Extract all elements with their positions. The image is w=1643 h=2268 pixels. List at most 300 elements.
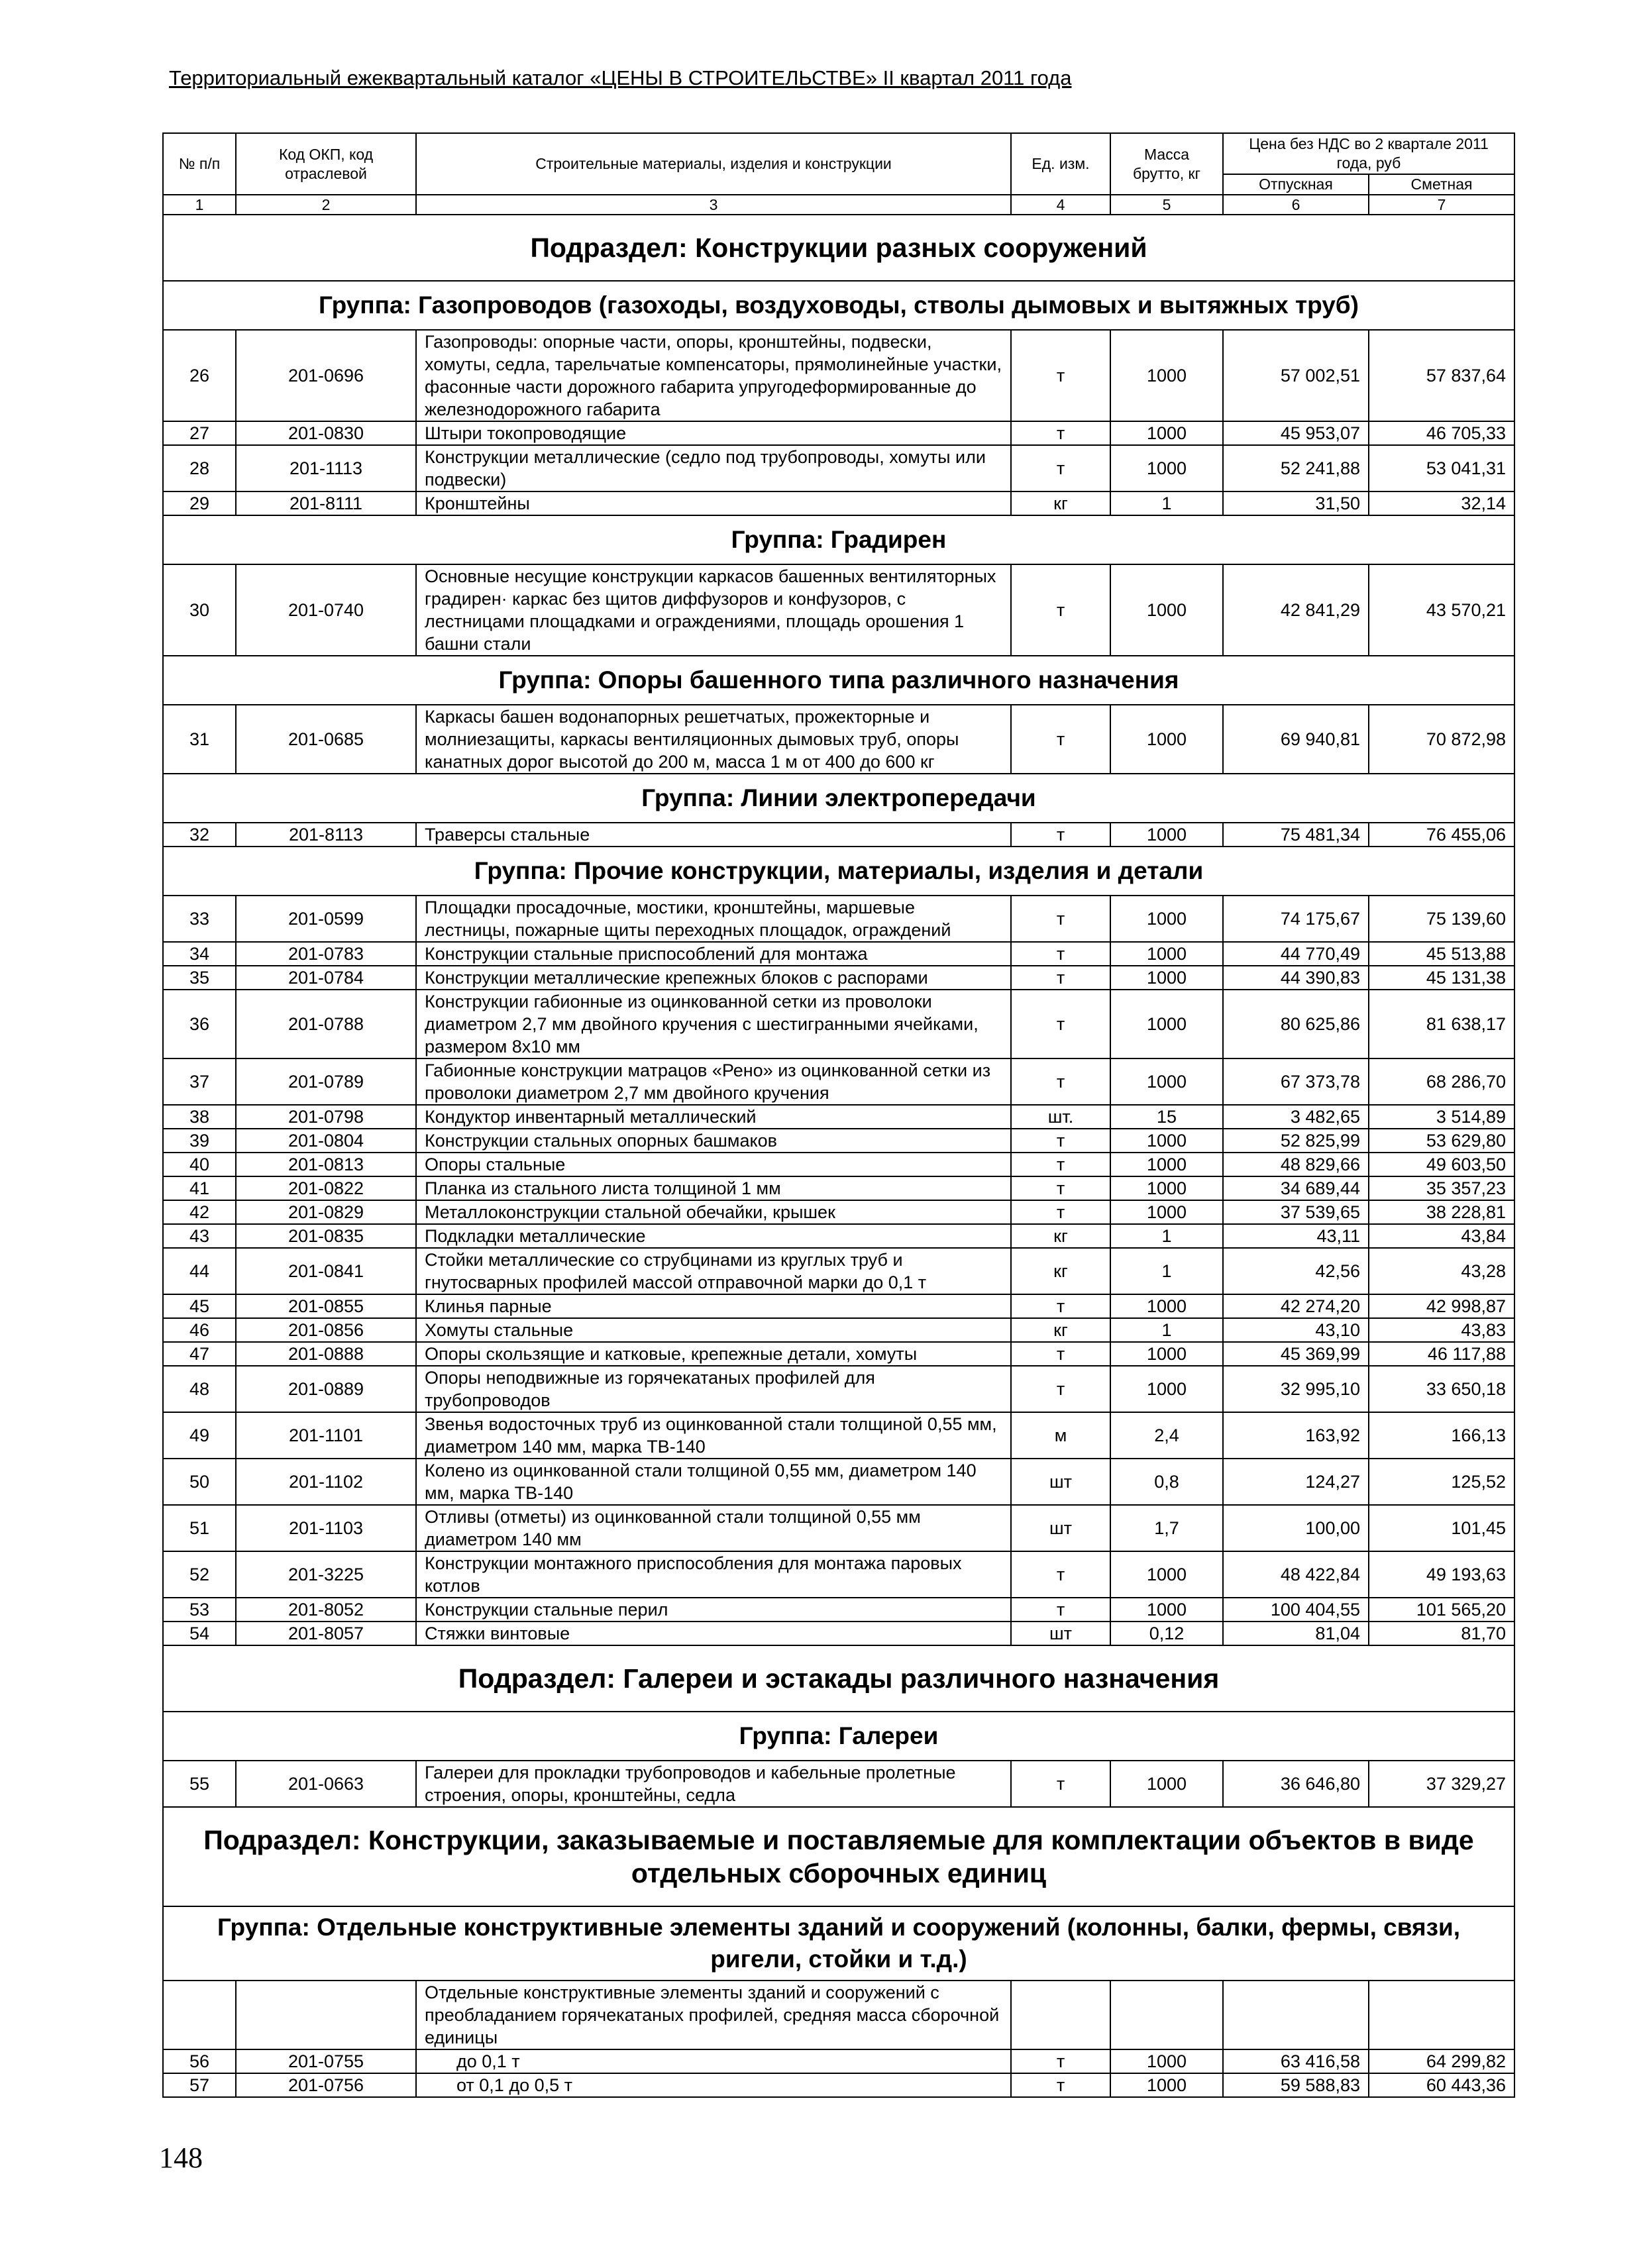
- row-release-price: 44 770,49: [1223, 942, 1369, 966]
- row-estimate-price: 3 514,89: [1369, 1105, 1514, 1129]
- row-number: 44: [163, 1248, 236, 1294]
- row-mass: 1: [1110, 1224, 1223, 1248]
- row-number: 46: [163, 1318, 236, 1342]
- subsection-title: Подраздел: Конструкции, заказываемые и поставляемые для комплектации объектов в виде отдельных сборочных единиц: [163, 1807, 1514, 1906]
- column-number: 2: [236, 195, 416, 215]
- row-unit: т: [1011, 2073, 1110, 2097]
- row-name: Габионные конструкции матрацов «Рено» из оцинкованной сетки из проволоки диаметром 2,7 мм двойного кручения: [416, 1058, 1011, 1105]
- table-body: [163, 215, 1514, 2097]
- row-number: 27: [163, 421, 236, 445]
- row-mass: 1000: [1110, 966, 1223, 990]
- row-mass: 1: [1110, 1318, 1223, 1342]
- col-price-header: Цена без НДС во 2 квартале 2011 года, руб: [1223, 133, 1514, 174]
- row-number: 33: [163, 896, 236, 942]
- row-release-price: 34 689,44: [1223, 1176, 1369, 1200]
- table-row: [163, 445, 1514, 491]
- row-code: 201-0784: [236, 966, 416, 990]
- row-code: 201-0783: [236, 942, 416, 966]
- row-release-price: 59 588,83: [1223, 2073, 1369, 2097]
- row-mass: 1000: [1110, 564, 1223, 656]
- page-header: Территориальный ежеквартальный каталог «ЦЕНЫ В СТРОИТЕЛЬСТВЕ» II квартал 2011 года: [169, 66, 1072, 89]
- row-estimate-price: 38 228,81: [1369, 1200, 1514, 1224]
- row-mass: 1000: [1110, 330, 1223, 421]
- table-row: [163, 1551, 1514, 1598]
- group-row: [163, 515, 1514, 564]
- column-number: 6: [1223, 195, 1369, 215]
- row-code: 201-0856: [236, 1318, 416, 1342]
- row-estimate-price: 32,14: [1369, 491, 1514, 515]
- row-estimate-price: 76 455,06: [1369, 823, 1514, 847]
- row-number: 43: [163, 1224, 236, 1248]
- row-number: 31: [163, 705, 236, 774]
- row-release-price: 74 175,67: [1223, 896, 1369, 942]
- row-unit: кг: [1011, 1318, 1110, 1342]
- col-name-header: Строительные материалы, изделия и конструкции: [416, 133, 1011, 195]
- row-unit: м: [1011, 1412, 1110, 1459]
- table-row: [163, 966, 1514, 990]
- row-code: 201-0835: [236, 1224, 416, 1248]
- row-estimate-price: 45 131,38: [1369, 966, 1514, 990]
- row-unit: т: [1011, 1598, 1110, 1622]
- row-unit: [1011, 1981, 1110, 2049]
- row-release-price: 43,10: [1223, 1318, 1369, 1342]
- table-row: [163, 896, 1514, 942]
- row-number: 51: [163, 1505, 236, 1551]
- row-code: 201-0740: [236, 564, 416, 656]
- row-release-price: 63 416,58: [1223, 2049, 1369, 2073]
- row-code: 201-0888: [236, 1342, 416, 1366]
- row-estimate-price: 166,13: [1369, 1412, 1514, 1459]
- row-estimate-price: 49 603,50: [1369, 1153, 1514, 1176]
- table-row: [163, 330, 1514, 421]
- row-name: Конструкции металлические крепежных блоков с распорами: [416, 966, 1011, 990]
- row-unit: т: [1011, 1761, 1110, 1807]
- table-row: [163, 1248, 1514, 1294]
- row-mass: 0,8: [1110, 1459, 1223, 1505]
- row-unit: шт: [1011, 1505, 1110, 1551]
- row-release-price: 48 829,66: [1223, 1153, 1369, 1176]
- row-name: Газопроводы: опорные части, опоры, кронштейны, подвески, хомуты, седла, тарельчатые компенсаторы, прямолинейные участки, фасонные части дорожного габарита упругодеформированные до железнодорожного габарита: [416, 330, 1011, 421]
- group-title: Группа: Градирен: [163, 515, 1514, 564]
- row-estimate-price: 42 998,87: [1369, 1294, 1514, 1318]
- row-code: 201-1103: [236, 1505, 416, 1551]
- row-estimate-price: 46 705,33: [1369, 421, 1514, 445]
- row-estimate-price: 45 513,88: [1369, 942, 1514, 966]
- row-release-price: 75 481,34: [1223, 823, 1369, 847]
- table-row: [163, 1366, 1514, 1412]
- table-row: [163, 1224, 1514, 1248]
- row-name: Звенья водосточных труб из оцинкованной стали толщиной 0,55 мм, диаметром 140 мм, марка ТВ-140: [416, 1412, 1011, 1459]
- row-name: Отливы (отметы) из оцинкованной стали толщиной 0,55 мм диаметром 140 мм: [416, 1505, 1011, 1551]
- row-mass: 1000: [1110, 823, 1223, 847]
- row-mass: 1000: [1110, 1598, 1223, 1622]
- row-release-price: 32 995,10: [1223, 1366, 1369, 1412]
- row-code: 201-0789: [236, 1058, 416, 1105]
- table-row: [163, 1505, 1514, 1551]
- row-release-price: 80 625,86: [1223, 990, 1369, 1058]
- table-row: [163, 1412, 1514, 1459]
- row-mass: 2,4: [1110, 1412, 1223, 1459]
- group-row: [163, 847, 1514, 896]
- row-code: 201-8111: [236, 491, 416, 515]
- row-name: Опоры стальные: [416, 1153, 1011, 1176]
- row-code: [236, 1981, 416, 2049]
- row-unit: т: [1011, 823, 1110, 847]
- table-row: [163, 823, 1514, 847]
- row-release-price: 36 646,80: [1223, 1761, 1369, 1807]
- row-estimate-price: 37 329,27: [1369, 1761, 1514, 1807]
- row-name: от 0,1 до 0,5 т: [416, 2073, 1011, 2097]
- subsection-row: [163, 1807, 1514, 1906]
- row-release-price: 67 373,78: [1223, 1058, 1369, 1105]
- row-name: до 0,1 т: [416, 2049, 1011, 2073]
- row-name: Конструкции металлические (седло под трубопроводы, хомуты или подвески): [416, 445, 1011, 491]
- group-row: [163, 281, 1514, 330]
- row-release-price: 52 241,88: [1223, 445, 1369, 491]
- row-name: Планка из стального листа толщиной 1 мм: [416, 1176, 1011, 1200]
- row-name: Траверсы стальные: [416, 823, 1011, 847]
- row-release-price: 163,92: [1223, 1412, 1369, 1459]
- col-unit-header: Ед. изм.: [1011, 133, 1110, 195]
- col-release-header: Отпускная: [1223, 174, 1369, 195]
- row-code: 201-0813: [236, 1153, 416, 1176]
- row-name: Каркасы башен водонапорных решетчатых, прожекторные и молниезащиты, каркасы вентиляционных дымовых труб, опоры канатных дорог высотой до 200 м, масса 1 м от 400 до 600 кг: [416, 705, 1011, 774]
- row-estimate-price: 60 443,36: [1369, 2073, 1514, 2097]
- row-mass: 1000: [1110, 942, 1223, 966]
- table-row: [163, 564, 1514, 656]
- row-unit: т: [1011, 564, 1110, 656]
- column-number: 1: [163, 195, 236, 215]
- row-name: Площадки просадочные, мостики, кронштейны, маршевые лестницы, пожарные щиты переходных площадок, ограждений: [416, 896, 1011, 942]
- row-estimate-price: 70 872,98: [1369, 705, 1514, 774]
- col-mass-header: Масса брутто, кг: [1110, 133, 1223, 195]
- row-code: 201-0804: [236, 1129, 416, 1153]
- row-name: Конструкции габионные из оцинкованной сетки из проволоки диаметром 2,7 мм двойного кручения с шестигранными ячейками, размером 8х10 мм: [416, 990, 1011, 1058]
- row-release-price: 42 841,29: [1223, 564, 1369, 656]
- row-release-price: 43,11: [1223, 1224, 1369, 1248]
- row-estimate-price: 53 041,31: [1369, 445, 1514, 491]
- row-number: 29: [163, 491, 236, 515]
- header-row: [163, 133, 1514, 174]
- row-code: 201-8113: [236, 823, 416, 847]
- row-code: 201-0829: [236, 1200, 416, 1224]
- row-number: 47: [163, 1342, 236, 1366]
- row-code: 201-0798: [236, 1105, 416, 1129]
- row-code: 201-0822: [236, 1176, 416, 1200]
- table-row: [163, 1058, 1514, 1105]
- row-code: 201-3225: [236, 1551, 416, 1598]
- row-mass: 1000: [1110, 990, 1223, 1058]
- row-number: 57: [163, 2073, 236, 2097]
- group-row: [163, 774, 1514, 823]
- row-release-price: 52 825,99: [1223, 1129, 1369, 1153]
- row-release-price: 69 940,81: [1223, 705, 1369, 774]
- row-estimate-price: 64 299,82: [1369, 2049, 1514, 2073]
- row-name: Стяжки винтовые: [416, 1622, 1011, 1645]
- row-number: 40: [163, 1153, 236, 1176]
- row-release-price: 37 539,65: [1223, 1200, 1369, 1224]
- row-mass: 1000: [1110, 445, 1223, 491]
- row-release-price: 100,00: [1223, 1505, 1369, 1551]
- row-release-price: 45 953,07: [1223, 421, 1369, 445]
- table-row: [163, 1129, 1514, 1153]
- row-mass: 1: [1110, 491, 1223, 515]
- row-name: Конструкции монтажного приспособления для монтажа паровых котлов: [416, 1551, 1011, 1598]
- row-name: Основные несущие конструкции каркасов башенных вентиляторных градирен· каркас без щитов диффузоров и конфузоров, с лестницами площадками и ограждениями, площадь орошения 1 башни стали: [416, 564, 1011, 656]
- row-mass: 1000: [1110, 1761, 1223, 1807]
- row-estimate-price: 75 139,60: [1369, 896, 1514, 942]
- table-row: [163, 1981, 1514, 2049]
- group-title: Группа: Отдельные конструктивные элементы зданий и сооружений (колонны, балки, фермы, связи, ригели, стойки и т.д.): [163, 1906, 1514, 1981]
- row-code: 201-1102: [236, 1459, 416, 1505]
- group-row: [163, 1712, 1514, 1761]
- row-number: 55: [163, 1761, 236, 1807]
- row-estimate-price: 35 357,23: [1369, 1176, 1514, 1200]
- row-mass: 1000: [1110, 1153, 1223, 1176]
- row-unit: т: [1011, 705, 1110, 774]
- table-row: [163, 1459, 1514, 1505]
- row-mass: 1000: [1110, 1129, 1223, 1153]
- row-estimate-price: 81,70: [1369, 1622, 1514, 1645]
- row-code: 201-0830: [236, 421, 416, 445]
- table-row: [163, 2073, 1514, 2097]
- row-number: 26: [163, 330, 236, 421]
- group-row: [163, 656, 1514, 705]
- row-mass: 1000: [1110, 2073, 1223, 2097]
- row-name: Стойки металлические со струбцинами из круглых труб и гнутосварных профилей массой отправочной марки до 0,1 т: [416, 1248, 1011, 1294]
- table-row: [163, 421, 1514, 445]
- row-estimate-price: 57 837,64: [1369, 330, 1514, 421]
- row-mass: 1000: [1110, 1551, 1223, 1598]
- row-code: 201-0663: [236, 1761, 416, 1807]
- row-number: 30: [163, 564, 236, 656]
- table-row: [163, 1761, 1514, 1807]
- row-unit: т: [1011, 421, 1110, 445]
- row-unit: т: [1011, 2049, 1110, 2073]
- table-row: [163, 1598, 1514, 1622]
- row-name: Конструкции стальных опорных башмаков: [416, 1129, 1011, 1153]
- row-mass: 1000: [1110, 2049, 1223, 2073]
- col-estimate-header: Сметная: [1369, 174, 1514, 195]
- row-number: 56: [163, 2049, 236, 2073]
- row-code: 201-0788: [236, 990, 416, 1058]
- row-number: 34: [163, 942, 236, 966]
- row-name: Конструкции стальные перил: [416, 1598, 1011, 1622]
- row-estimate-price: 53 629,80: [1369, 1129, 1514, 1153]
- row-unit: т: [1011, 1551, 1110, 1598]
- row-code: 201-1101: [236, 1412, 416, 1459]
- row-number: 50: [163, 1459, 236, 1505]
- row-mass: 1000: [1110, 1058, 1223, 1105]
- row-unit: кг: [1011, 1224, 1110, 1248]
- row-code: 201-0696: [236, 330, 416, 421]
- row-number: 45: [163, 1294, 236, 1318]
- row-mass: 1000: [1110, 896, 1223, 942]
- column-number: 3: [416, 195, 1011, 215]
- row-estimate-price: 81 638,17: [1369, 990, 1514, 1058]
- row-name: Опоры неподвижные из горячекатаных профилей для трубопроводов: [416, 1366, 1011, 1412]
- row-code: 201-0599: [236, 896, 416, 942]
- row-number: 36: [163, 990, 236, 1058]
- table-row: [163, 1153, 1514, 1176]
- row-release-price: [1223, 1981, 1369, 2049]
- row-mass: 1: [1110, 1248, 1223, 1294]
- row-unit: шт: [1011, 1459, 1110, 1505]
- row-mass: 1000: [1110, 421, 1223, 445]
- row-estimate-price: 49 193,63: [1369, 1551, 1514, 1598]
- table-row: [163, 491, 1514, 515]
- table-row: [163, 1622, 1514, 1645]
- page-number: 148: [159, 2141, 203, 2174]
- row-estimate-price: 43 570,21: [1369, 564, 1514, 656]
- row-unit: т: [1011, 445, 1110, 491]
- row-unit: кг: [1011, 1248, 1110, 1294]
- table-row: [163, 1105, 1514, 1129]
- row-release-price: 45 369,99: [1223, 1342, 1369, 1366]
- row-estimate-price: 125,52: [1369, 1459, 1514, 1505]
- row-unit: шт.: [1011, 1105, 1110, 1129]
- price-catalog-table: [162, 132, 1515, 2098]
- subsection-row: [163, 215, 1514, 281]
- row-number: 41: [163, 1176, 236, 1200]
- row-unit: т: [1011, 1342, 1110, 1366]
- row-code: 201-0889: [236, 1366, 416, 1412]
- subsection-title: Подраздел: Галереи и эстакады различного назначения: [163, 1645, 1514, 1712]
- row-estimate-price: [1369, 1981, 1514, 2049]
- row-name: Металлоконструкции стальной обечайки, крышек: [416, 1200, 1011, 1224]
- row-unit: т: [1011, 942, 1110, 966]
- row-name: Конструкции стальные приспособлений для монтажа: [416, 942, 1011, 966]
- row-number: 48: [163, 1366, 236, 1412]
- row-unit: т: [1011, 966, 1110, 990]
- table-row: [163, 1342, 1514, 1366]
- row-estimate-price: 68 286,70: [1369, 1058, 1514, 1105]
- group-row: [163, 1906, 1514, 1981]
- row-number: [163, 1981, 236, 2049]
- row-mass: 15: [1110, 1105, 1223, 1129]
- row-name: Клинья парные: [416, 1294, 1011, 1318]
- row-release-price: 100 404,55: [1223, 1598, 1369, 1622]
- table-row: [163, 1294, 1514, 1318]
- row-code: 201-0756: [236, 2073, 416, 2097]
- table-row: [163, 1318, 1514, 1342]
- col-code-header: Код ОКП, код отраслевой: [236, 133, 416, 195]
- row-release-price: 42,56: [1223, 1248, 1369, 1294]
- row-unit: шт: [1011, 1622, 1110, 1645]
- group-title: Группа: Линии электропередачи: [163, 774, 1514, 823]
- row-unit: т: [1011, 1366, 1110, 1412]
- row-name: Кронштейны: [416, 491, 1011, 515]
- row-release-price: 124,27: [1223, 1459, 1369, 1505]
- row-number: 32: [163, 823, 236, 847]
- row-unit: т: [1011, 1129, 1110, 1153]
- row-mass: 1000: [1110, 1294, 1223, 1318]
- row-name: Хомуты стальные: [416, 1318, 1011, 1342]
- row-code: 201-0855: [236, 1294, 416, 1318]
- row-number: 49: [163, 1412, 236, 1459]
- row-unit: т: [1011, 1200, 1110, 1224]
- row-release-price: 48 422,84: [1223, 1551, 1369, 1598]
- row-mass: 1000: [1110, 1366, 1223, 1412]
- row-unit: т: [1011, 896, 1110, 942]
- row-number: 38: [163, 1105, 236, 1129]
- row-number: 42: [163, 1200, 236, 1224]
- row-number: 52: [163, 1551, 236, 1598]
- row-release-price: 3 482,65: [1223, 1105, 1369, 1129]
- row-code: 201-1113: [236, 445, 416, 491]
- row-estimate-price: 43,83: [1369, 1318, 1514, 1342]
- row-estimate-price: 43,28: [1369, 1248, 1514, 1294]
- row-number: 35: [163, 966, 236, 990]
- row-unit: т: [1011, 330, 1110, 421]
- row-code: 201-8052: [236, 1598, 416, 1622]
- row-name: Колено из оцинкованной стали толщиной 0,55 мм, диаметром 140 мм, марка ТВ-140: [416, 1459, 1011, 1505]
- row-mass: 1,7: [1110, 1505, 1223, 1551]
- row-name: Галереи для прокладки трубопроводов и кабельные пролетные строения, опоры, кронштейны, седла: [416, 1761, 1011, 1807]
- row-release-price: 42 274,20: [1223, 1294, 1369, 1318]
- column-number: 7: [1369, 195, 1514, 215]
- table-row: [163, 2049, 1514, 2073]
- row-estimate-price: 33 650,18: [1369, 1366, 1514, 1412]
- row-unit: т: [1011, 1176, 1110, 1200]
- row-unit: т: [1011, 990, 1110, 1058]
- column-number-row: [163, 195, 1514, 215]
- group-title: Группа: Галереи: [163, 1712, 1514, 1761]
- row-release-price: 81,04: [1223, 1622, 1369, 1645]
- row-name: Подкладки металлические: [416, 1224, 1011, 1248]
- table-row: [163, 990, 1514, 1058]
- row-release-price: 57 002,51: [1223, 330, 1369, 421]
- row-code: 201-0755: [236, 2049, 416, 2073]
- row-code: 201-8057: [236, 1622, 416, 1645]
- row-estimate-price: 101,45: [1369, 1505, 1514, 1551]
- subsection-row: [163, 1645, 1514, 1712]
- row-code: 201-0841: [236, 1248, 416, 1294]
- table-row: [163, 1200, 1514, 1224]
- row-name: Отдельные конструктивные элементы зданий и сооружений с преобладанием горячекатаных профилей, средняя масса сборочной единицы: [416, 1981, 1011, 2049]
- group-title: Группа: Опоры башенного типа различного назначения: [163, 656, 1514, 705]
- row-mass: [1110, 1981, 1223, 2049]
- row-code: 201-0685: [236, 705, 416, 774]
- row-estimate-price: 46 117,88: [1369, 1342, 1514, 1366]
- row-name: Опоры скользящие и катковые, крепежные детали, хомуты: [416, 1342, 1011, 1366]
- row-number: 39: [163, 1129, 236, 1153]
- row-mass: 1000: [1110, 1176, 1223, 1200]
- row-release-price: 31,50: [1223, 491, 1369, 515]
- row-unit: т: [1011, 1294, 1110, 1318]
- row-unit: кг: [1011, 491, 1110, 515]
- row-number: 54: [163, 1622, 236, 1645]
- row-unit: т: [1011, 1058, 1110, 1105]
- row-release-price: 44 390,83: [1223, 966, 1369, 990]
- table-row: [163, 942, 1514, 966]
- row-mass: 1000: [1110, 1200, 1223, 1224]
- row-number: 28: [163, 445, 236, 491]
- table-row: [163, 1176, 1514, 1200]
- column-number: 5: [1110, 195, 1223, 215]
- row-mass: 1000: [1110, 1342, 1223, 1366]
- column-number: 4: [1011, 195, 1110, 215]
- subsection-title: Подраздел: Конструкции разных сооружений: [163, 215, 1514, 281]
- row-unit: т: [1011, 1153, 1110, 1176]
- row-estimate-price: 43,84: [1369, 1224, 1514, 1248]
- row-mass: 0,12: [1110, 1622, 1223, 1645]
- row-name: Кондуктор инвентарный металлический: [416, 1105, 1011, 1129]
- row-number: 37: [163, 1058, 236, 1105]
- col-num-header: № п/п: [163, 133, 236, 195]
- group-title: Группа: Газопроводов (газоходы, воздуховоды, стволы дымовых и вытяжных труб): [163, 281, 1514, 330]
- table-row: [163, 705, 1514, 774]
